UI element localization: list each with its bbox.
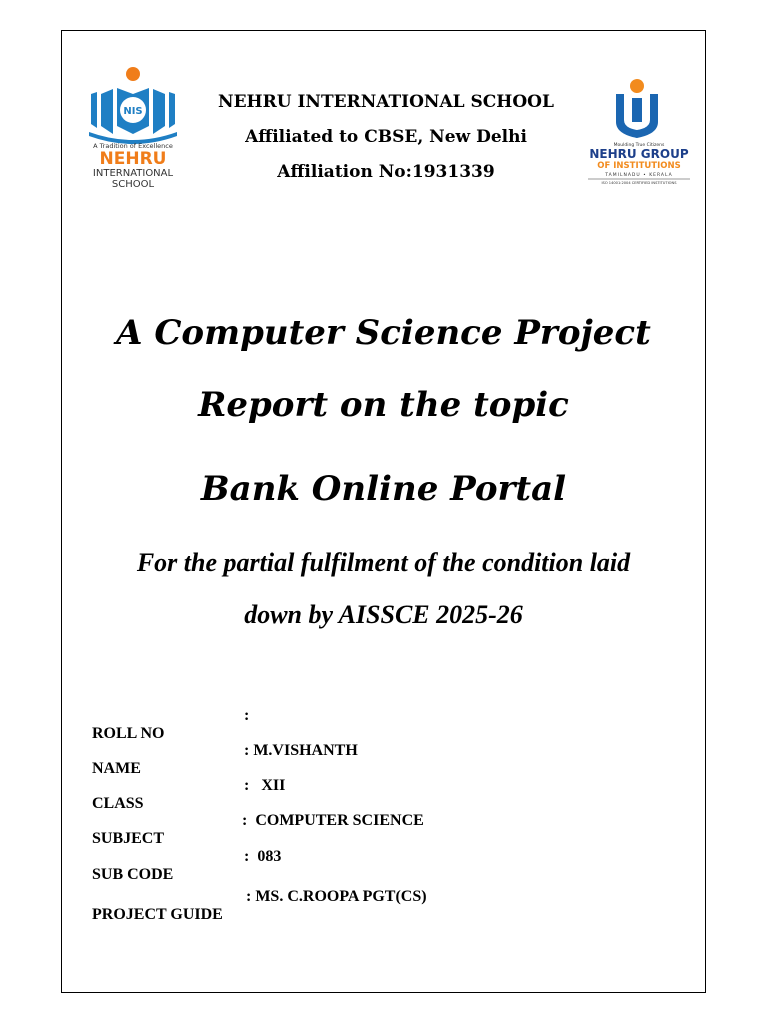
nis-logo bbox=[75, 64, 193, 190]
name-label: NAME bbox=[92, 760, 141, 777]
nis-name-line3: SCHOOL bbox=[111, 179, 155, 190]
subject-label: SUBJECT bbox=[92, 830, 165, 847]
sub-code-value: : 083 bbox=[244, 848, 282, 865]
affiliation-number: Affiliation No:1931339 bbox=[277, 162, 495, 182]
affiliation: Affiliated to CBSE, New Delhi bbox=[245, 127, 527, 147]
project-topic: Bank Online Portal bbox=[200, 469, 567, 509]
nis-name-line1: NEHRU bbox=[99, 149, 167, 169]
roll-no-value: : bbox=[244, 707, 250, 724]
ngi-cert: ISO 14001:2004 CERTIFIED INSTITUTIONS bbox=[601, 181, 677, 185]
sub-code-label: SUB CODE bbox=[92, 866, 174, 883]
subtitle-line-2: down by AISSCE 2025-26 bbox=[244, 600, 523, 629]
ngi-tagline: Moulding True Citizens bbox=[613, 143, 665, 148]
school-name: NEHRU INTERNATIONAL SCHOOL bbox=[218, 92, 554, 112]
class-value: : XII bbox=[244, 777, 286, 794]
nis-name-line2: INTERNATIONAL bbox=[92, 168, 174, 179]
project-guide-row bbox=[84, 888, 427, 942]
ngi-name-line1: NEHRU GROUP bbox=[589, 147, 689, 161]
ngi-name-line2: OF INSTITUTIONS bbox=[597, 161, 681, 171]
title-line-2: Report on the topic bbox=[198, 385, 569, 425]
project-guide-label: PROJECT GUIDE bbox=[92, 906, 223, 923]
class-label: CLASS bbox=[92, 795, 144, 812]
name-value: : M.VISHANTH bbox=[244, 742, 358, 759]
nis-tagline: A Tradition of Excellence bbox=[93, 142, 173, 150]
roll-no-label: ROLL NO bbox=[92, 725, 165, 742]
nis-initials: NIS bbox=[123, 106, 143, 117]
ngi-logo bbox=[584, 78, 694, 186]
title-line-1: A Computer Science Project bbox=[116, 313, 651, 353]
project-guide-value: : MS. C.ROOPA PGT(CS) bbox=[246, 888, 427, 905]
subtitle-line-1: For the partial fulfilment of the condition laid bbox=[136, 548, 631, 577]
ngi-location: TAMILNADU • KERALA bbox=[605, 173, 673, 178]
subject-value: : COMPUTER SCIENCE bbox=[242, 812, 424, 829]
